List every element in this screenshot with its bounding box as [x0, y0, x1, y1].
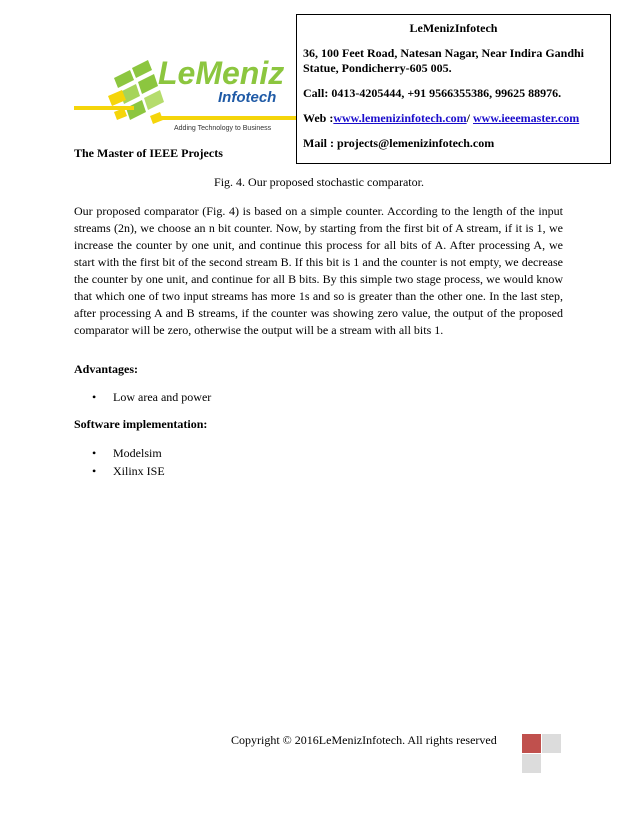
- copyright-text: Copyright © 2016LeMenizInfotech. All rights reserved: [231, 733, 497, 747]
- contact-box: [296, 14, 611, 164]
- logo-brand-main: LeMeniz: [158, 55, 285, 91]
- list-item: • Modelsim: [92, 444, 165, 462]
- software-list: [92, 444, 165, 480]
- advantages-heading: Advantages:: [74, 362, 139, 376]
- contact-web-label: Web :: [303, 111, 334, 125]
- body-paragraph: Our proposed comparator (Fig. 4) is based on a simple counter. According to the length of the input streams (2n), we choose an n bit counter. Now, by starting from the first bit of A stream, if it is 1, we increase the counter by one unit, and continue this process for all bits of A. After processing A, we start with the first bit of the second stream B. If this bit is 1 and the counter is not empty, we decrease the counter by one unit, and continue for all B bits. By this simple two stage process, we would know that which one of two input streams has more 1s and so is greater than the other one. In the last step, after processing A and B streams, if the counter was showing zero value, the output of the proposed comparator will be zero, otherwise the output will be a stream with all bits 1.: [74, 204, 563, 337]
- contact-address: 36, 100 Feet Road, Natesan Nagar, Near Indira Gandhi Statue, Pondicherry-605 005.: [303, 46, 585, 75]
- software-heading: Software implementation:: [74, 417, 208, 431]
- contact-web-separator: /: [466, 111, 473, 125]
- advantages-list: [92, 388, 211, 406]
- contact-web: [303, 111, 604, 126]
- web-link-lemeniz[interactable]: www.lemenizinfotech.com: [333, 111, 467, 125]
- web-link-ieeemaster[interactable]: www.ieeemaster.com: [473, 111, 580, 125]
- company-logo: [74, 44, 296, 144]
- logo-brand-sub: Infotech: [218, 89, 277, 106]
- list-item: • Low area and power: [92, 388, 211, 406]
- contact-company: LeMenizInfotech: [409, 21, 498, 35]
- figure-caption: Fig. 4. Our proposed stochastic comparator.: [214, 175, 424, 189]
- footer-square-red: [522, 734, 541, 753]
- list-item: • Xilinx ISE: [92, 462, 165, 480]
- tagline: The Master of IEEE Projects: [74, 146, 223, 160]
- contact-call: Call: 0413-4205444, +91 9566355386, 99625 88976.: [303, 86, 562, 100]
- footer-square-gray-bottom: [522, 754, 541, 773]
- contact-mail: Mail : projects@lemenizinfotech.com: [303, 136, 495, 150]
- footer-square-gray-right: [542, 734, 561, 753]
- logo-graphic: [74, 44, 296, 144]
- logo-slogan: Adding Technology to Business: [174, 125, 272, 132]
